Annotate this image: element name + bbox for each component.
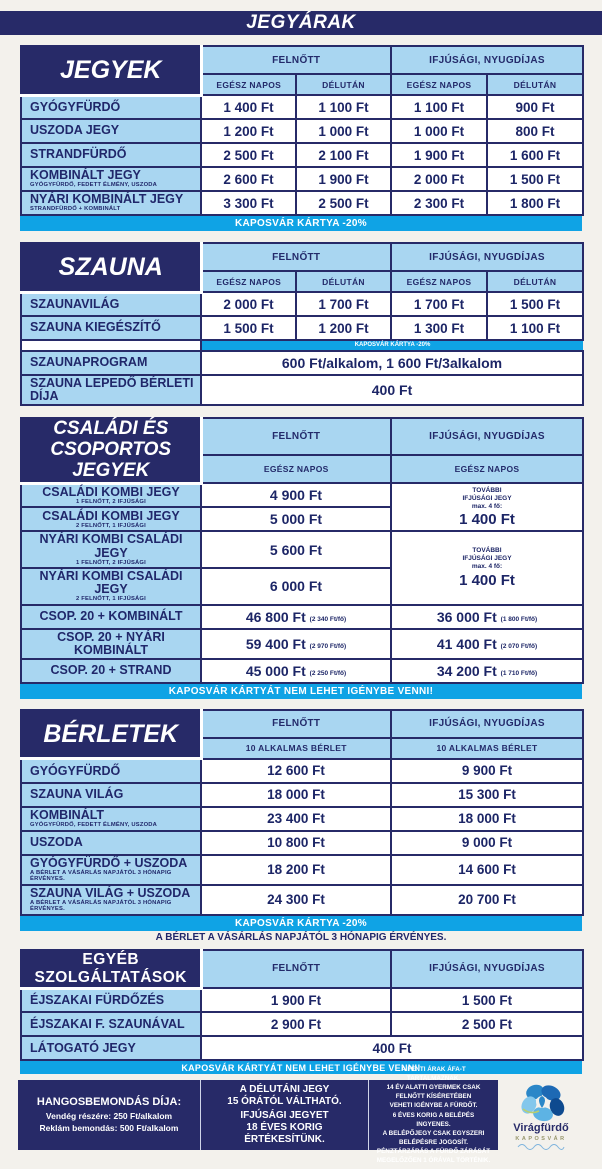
price-cell — [391, 659, 583, 683]
row-sublabel: GYÓGYFÜRDŐ, FEDETT ÉLMÉNY, USZODA — [30, 182, 158, 189]
row-label: CSOP. 20 + KOMBINÁLT — [21, 605, 201, 629]
row-label: USZODA — [21, 831, 201, 855]
price-cell: 9 000 Ft — [391, 831, 583, 855]
table-row — [21, 1012, 583, 1036]
price-cell: 12 600 Ft — [201, 759, 391, 783]
table-row — [21, 807, 583, 831]
section-title-line2: CSOPORTOS JEGYEK — [50, 439, 172, 482]
pass-validity-note: A BÉRLET A VÁSÁRLÁS NAPJÁTÓL 3 HÓNAPIG ÉRVÉNYES. — [155, 931, 447, 943]
row-label — [21, 483, 201, 507]
row-label: CSOP. 20 + NYÁRI KOMBINÁLT — [21, 629, 201, 659]
section-csaladi — [20, 417, 582, 699]
section-egyeb — [20, 949, 582, 1075]
price-cell: 23 400 Ft — [201, 807, 391, 831]
price-cell: 1 500 Ft — [487, 292, 583, 316]
subcol-fullday: EGÉSZ NAPOS — [201, 271, 296, 292]
row-label — [21, 807, 201, 831]
discount-bar-text: KAPOSVÁR KÁRTYA -20% — [235, 917, 367, 929]
price-cell: 1 800 Ft — [487, 191, 583, 215]
row-label-text: CSALÁDI KOMBI JEGY — [42, 508, 180, 523]
section-jegyek — [20, 45, 582, 231]
berletek-table — [20, 709, 584, 916]
table-row — [21, 119, 583, 143]
row-sublabel: A BÉRLET A VÁSÁRLÁS NAPJÁTÓL 3 HÓNAPIG ÉRVÉNYES. — [30, 870, 172, 883]
inner-discount-row — [21, 340, 583, 351]
discount-bar-text: KAPOSVÁR KÁRTYÁT NEM LEHET IGÉNYBE VENNI! — [181, 1062, 421, 1073]
group-price: 45 000 Ft — [245, 662, 306, 679]
price-cell: 900 Ft — [487, 95, 583, 119]
table-row — [21, 95, 583, 119]
no-kaposvar-card-bar — [20, 684, 582, 699]
row-label: SZAUNA LEPEDŐ BÉRLETI DÍJA — [21, 375, 201, 405]
price-cell: 15 300 Ft — [391, 783, 583, 807]
extra-youth-ticket-cell — [391, 531, 583, 604]
row-label-text: NYÁRI KOMBINÁLT JEGY — [30, 192, 184, 207]
logo-name: Virágfürdő — [513, 1121, 569, 1134]
per-person-note: (2 970 Ft/fő) — [309, 642, 347, 650]
rule-line: A DÉLUTÁNI JEGY — [239, 1084, 330, 1096]
subcol-afternoon: DÉLUTÁN — [487, 271, 583, 292]
price-cell: 2 500 Ft — [296, 191, 391, 215]
price-cell: 1 600 Ft — [487, 143, 583, 167]
table-row — [21, 531, 583, 568]
page-title: JEGYÁRAK — [246, 12, 356, 33]
footer-announcement-column — [18, 1092, 200, 1138]
row-label: LÁTOGATÓ JEGY — [21, 1036, 201, 1060]
price-cell: 2 100 Ft — [296, 143, 391, 167]
price-cell: 1 100 Ft — [487, 316, 583, 340]
group-price: 36 000 Ft — [436, 608, 497, 625]
extra-cell-line: TOVÁBBI — [472, 486, 502, 494]
price-cell: 14 600 Ft — [391, 855, 583, 885]
section-title: SZAUNA — [58, 253, 163, 282]
discount-bar-text: KAPOSVÁR KÁRTYA -20% — [235, 218, 367, 229]
table-row — [21, 885, 583, 915]
footer-ticket-rules-column — [200, 1080, 369, 1150]
general-rule-line: A BELÉPŐJEGY CSAK EGYSZERI BELÉPÉSRE JOGOSÍT. — [382, 1129, 485, 1146]
price-cell: 1 300 Ft — [391, 316, 487, 340]
extra-cell-price: 1 400 Ft — [459, 510, 515, 528]
table-row — [21, 783, 583, 807]
merged-price-cell: 600 Ft/alkalom, 1 600 Ft/3alkalom — [201, 351, 583, 375]
price-cell: 18 200 Ft — [201, 855, 391, 885]
extra-cell-line: IFJÚSÁGI JEGY — [462, 494, 512, 502]
csaladi-title-block — [21, 418, 201, 483]
subcol-pass10: 10 ALKALMAS BÉRLET — [201, 738, 391, 759]
col-group-youth: IFJÚSÁGI, NYUGDÍJAS — [391, 243, 583, 271]
col-group-youth: IFJÚSÁGI, NYUGDÍJAS — [391, 950, 583, 989]
price-cell: 24 300 Ft — [201, 885, 391, 915]
row-label-text: SZAUNA VILÁG + USZODA — [30, 885, 191, 900]
subcol-fullday: EGÉSZ NAPOS — [391, 271, 487, 292]
subcol-fullday: EGÉSZ NAPOS — [391, 74, 487, 95]
price-cell: 2 000 Ft — [391, 167, 487, 191]
price-cell: 20 700 Ft — [391, 885, 583, 915]
price-cell: 1 500 Ft — [487, 167, 583, 191]
row-label-text: KOMBINÁLT JEGY — [30, 168, 141, 183]
section-title-line1: CSALÁDI ÉS — [53, 418, 169, 440]
row-label: STRANDFÜRDŐ — [21, 143, 201, 167]
price-cell: 1 700 Ft — [391, 292, 487, 316]
table-row — [21, 351, 583, 375]
row-label — [21, 507, 201, 531]
per-person-note: (2 340 Ft/fő) — [309, 615, 347, 623]
rule-line: 15 ÓRÁTÓL VÁLTHATÓ. — [227, 1096, 342, 1108]
price-cell: 1 900 Ft — [201, 988, 391, 1012]
price-cell: 2 300 Ft — [391, 191, 487, 215]
col-group-youth: IFJÚSÁGI, NYUGDÍJAS — [391, 710, 583, 738]
row-sublabel: 2 FELNŐTT, 1 IFJÚSÁGI — [76, 522, 146, 529]
szauna-title-block — [21, 243, 201, 292]
section-berletek — [20, 709, 582, 945]
general-rule-line: PÉNZTÁRZÁRÁS A FÜRDŐ ZÁRÁSÁT MEGELŐZŐEN 1 ÓRÁVAL TÖRTÉNIK. — [376, 1148, 491, 1165]
price-list-poster — [0, 11, 602, 1165]
price-cell: 4 900 Ft — [201, 483, 391, 507]
price-cell: 3 300 Ft — [201, 191, 296, 215]
table-row — [21, 759, 583, 783]
row-label: SZAUNA KIEGÉSZÍTŐ — [21, 316, 201, 340]
price-cell: 2 900 Ft — [201, 1012, 391, 1036]
row-label — [21, 855, 201, 885]
col-group-adult: FELNŐTT — [201, 950, 391, 989]
extra-cell-line: max. 4 fő: — [471, 502, 503, 510]
announcement-line: Reklám bemondás: 500 Ft/alkalom — [39, 1122, 179, 1133]
price-cell: 1 500 Ft — [391, 988, 583, 1012]
price-cell: 2 000 Ft — [201, 292, 296, 316]
section-title: EGYÉB SZOLGÁLTATÁSOK — [34, 950, 187, 986]
subcol-afternoon: DÉLUTÁN — [296, 271, 391, 292]
price-cell: 1 900 Ft — [296, 167, 391, 191]
viragfurdo-logo — [498, 1080, 584, 1150]
row-sublabel: 1 FELNŐTT, 2 IFJÚSÁGI — [76, 499, 146, 506]
row-label-text: CSALÁDI KOMBI JEGY — [42, 484, 180, 499]
row-label: CSOP. 20 + STRAND — [21, 659, 201, 683]
table-row — [21, 292, 583, 316]
price-cell: 1 700 Ft — [296, 292, 391, 316]
merged-price-cell: 400 Ft — [201, 375, 583, 405]
col-group-youth: IFJÚSÁGI, NYUGDÍJAS — [391, 418, 583, 455]
logo-city: KAPOSVÁR — [515, 1135, 567, 1142]
general-rule-line: VEHETI IGÉNYBE A FÜRDŐT. — [389, 1102, 478, 1110]
row-label: ÉJSZAKAI F. SZAUNÁVAL — [21, 1012, 201, 1036]
discount-bar-text: KAPOSVÁR KÁRTYÁT NEM LEHET IGÉNYBE VENNI! — [168, 685, 434, 697]
spacer-cell — [21, 340, 201, 351]
general-rule-line: A FENTI ÁRAK ÁFA-T TARTALMAZNAK. — [401, 1065, 466, 1083]
price-cell: 5 000 Ft — [201, 507, 391, 531]
price-cell — [391, 629, 583, 659]
row-label-text: KOMBINÁLT — [30, 808, 105, 823]
price-cell: 2 500 Ft — [391, 1012, 583, 1036]
berletek-title-block — [21, 710, 201, 759]
row-label — [21, 568, 201, 605]
price-cell: 6 000 Ft — [201, 568, 391, 605]
price-cell — [391, 605, 583, 629]
per-person-note: (1 710 Ft/fő) — [500, 669, 538, 677]
row-sublabel: STRANDFÜRDŐ + KOMBINÁLT — [30, 206, 121, 213]
row-label: USZODA JEGY — [21, 119, 201, 143]
price-cell: 1 900 Ft — [391, 143, 487, 167]
subcol-fullday: EGÉSZ NAPOS — [391, 455, 583, 483]
table-row — [21, 831, 583, 855]
section-title: BÉRLETEK — [43, 720, 179, 749]
row-label: GYÓGYFÜRDŐ — [21, 759, 201, 783]
extra-cell-line: IFJÚSÁGI JEGY — [462, 555, 512, 563]
rule-line: IFJÚSÁGI JEGYET — [240, 1110, 329, 1122]
subcol-afternoon: DÉLUTÁN — [296, 74, 391, 95]
price-cell — [201, 605, 391, 629]
col-group-youth: IFJÚSÁGI, NYUGDÍJAS — [391, 46, 583, 74]
row-sublabel: 2 FELNŐTT, 1 IFJÚSÁGI — [76, 596, 146, 603]
row-sublabel: GYÓGYFÜRDŐ, FEDETT ÉLMÉNY, USZODA — [30, 822, 158, 829]
table-row — [21, 988, 583, 1012]
price-cell: 1 400 Ft — [201, 95, 296, 119]
row-label: SZAUNA VILÁG — [21, 783, 201, 807]
egyeb-table — [20, 949, 584, 1062]
price-cell: 2 500 Ft — [201, 143, 296, 167]
price-cell: 18 000 Ft — [201, 783, 391, 807]
row-label: SZAUNAPROGRAM — [21, 351, 201, 375]
table-row — [21, 375, 583, 405]
csaladi-table — [20, 417, 584, 684]
table-row — [21, 1036, 583, 1060]
price-cell — [201, 659, 391, 683]
table-row — [21, 191, 583, 215]
szauna-table — [20, 242, 584, 406]
row-label — [21, 531, 201, 568]
general-rule-line: 6 ÉVES KORIG A BELÉPÉS INGYENES. — [392, 1111, 475, 1128]
row-label — [21, 167, 201, 191]
price-cell: 1 200 Ft — [201, 119, 296, 143]
per-person-note: (1 800 Ft/fő) — [500, 615, 538, 623]
table-row — [21, 143, 583, 167]
row-sublabel: 1 FELNŐTT, 2 IFJÚSÁGI — [76, 559, 146, 566]
extra-cell-line: max. 4 fő: — [471, 563, 503, 571]
section-title: JEGYEK — [60, 56, 162, 85]
group-price: 59 400 Ft — [245, 635, 306, 652]
table-row — [21, 855, 583, 885]
jegyek-title-block — [21, 46, 201, 95]
general-rule-line: 14 ÉV ALATTI GYERMEK CSAK FELNŐTT KÍSÉRETÉBEN — [386, 1084, 481, 1101]
announcement-line: Vendég részére: 250 Ft/alkalom — [45, 1111, 173, 1122]
group-price: 34 200 Ft — [436, 662, 497, 679]
col-group-adult: FELNŐTT — [201, 243, 391, 271]
row-label-text: NYÁRI KOMBI CSALÁDI JEGY — [39, 569, 183, 597]
kaposvar-card-discount-bar — [20, 216, 582, 231]
group-price: 41 400 Ft — [436, 635, 497, 652]
table-row — [21, 605, 583, 629]
price-cell: 1 100 Ft — [391, 95, 487, 119]
merged-price-cell: 400 Ft — [201, 1036, 583, 1060]
row-label — [21, 191, 201, 215]
group-price: 46 800 Ft — [245, 608, 306, 625]
price-cell: 5 600 Ft — [201, 531, 391, 568]
price-cell: 2 600 Ft — [201, 167, 296, 191]
row-label-text: NYÁRI KOMBI CSALÁDI JEGY — [39, 532, 183, 560]
price-cell: 1 200 Ft — [296, 316, 391, 340]
section-szauna — [20, 242, 582, 406]
announcement-title: HANGOSBEMONDÁS DÍJA: — [36, 1096, 182, 1109]
per-person-note: (2 070 Ft/fő) — [500, 642, 538, 650]
jegyek-table — [20, 45, 584, 216]
per-person-note: (2 250 Ft/fő) — [309, 669, 347, 677]
price-cell: 1 100 Ft — [296, 95, 391, 119]
footer-general-rules-column — [369, 1061, 498, 1169]
table-row — [21, 167, 583, 191]
table-row — [21, 316, 583, 340]
col-group-adult: FELNŐTT — [201, 710, 391, 738]
table-row — [21, 483, 583, 507]
price-cell — [201, 629, 391, 659]
extra-cell-line: TOVÁBBI — [472, 547, 502, 555]
egyeb-title-block — [21, 950, 201, 989]
extra-cell-price: 1 400 Ft — [459, 571, 515, 589]
flower-logo-icon — [513, 1083, 569, 1123]
col-group-adult: FELNŐTT — [201, 418, 391, 455]
price-cell: 10 800 Ft — [201, 831, 391, 855]
row-label — [21, 885, 201, 915]
kaposvar-card-discount-bar — [20, 916, 582, 931]
price-cell: 18 000 Ft — [391, 807, 583, 831]
price-cell: 9 900 Ft — [391, 759, 583, 783]
subcol-pass10: 10 ALKALMAS BÉRLET — [391, 738, 583, 759]
row-label: ÉJSZAKAI FÜRDŐZÉS — [21, 988, 201, 1012]
row-sublabel: A BÉRLET A VÁSÁRLÁS NAPJÁTÓL 3 HÓNAPIG ÉRVÉNYES. — [30, 899, 172, 913]
table-row — [21, 629, 583, 659]
row-label: SZAUNAVILÁG — [21, 292, 201, 316]
logo-tagline-script — [516, 1142, 566, 1150]
page-title-bar — [0, 11, 602, 35]
price-cell: 800 Ft — [487, 119, 583, 143]
row-label-text: GYÓGYFÜRDŐ + USZODA — [30, 855, 188, 870]
extra-youth-ticket-cell — [391, 483, 583, 531]
subcol-afternoon: DÉLUTÁN — [487, 74, 583, 95]
price-cell: 1 000 Ft — [391, 119, 487, 143]
price-cell: 1 500 Ft — [201, 316, 296, 340]
row-label: GYÓGYFÜRDŐ — [21, 95, 201, 119]
price-cell: 1 000 Ft — [296, 119, 391, 143]
col-group-adult: FELNŐTT — [201, 46, 391, 74]
subcol-fullday: EGÉSZ NAPOS — [201, 74, 296, 95]
table-row — [21, 659, 583, 683]
rule-line: 18 ÉVES KORIG ÉRTÉKESÍTÜNK. — [244, 1122, 325, 1146]
subcol-fullday: EGÉSZ NAPOS — [201, 455, 391, 483]
kaposvar-card-discount-strip: KAPOSVÁR KÁRTYA -20% — [201, 340, 583, 351]
